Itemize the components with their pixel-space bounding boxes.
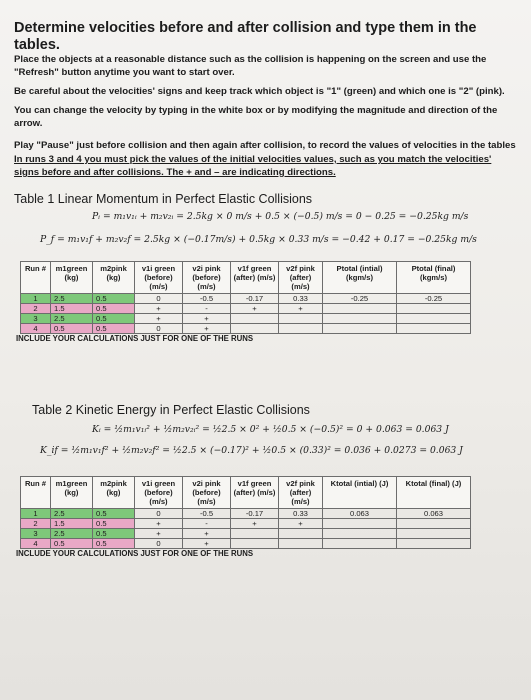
momentum-table bbox=[20, 261, 471, 334]
cell-v1f[interactable] bbox=[231, 529, 279, 539]
cell-k-final[interactable] bbox=[397, 519, 471, 529]
instruction-signs: Be careful about the velocities' signs and keep track which object is "1" (green) and which one is "2" (pink). bbox=[14, 86, 505, 98]
cell-run: 3 bbox=[21, 529, 51, 539]
header-m1: m1green (kg) bbox=[51, 477, 93, 509]
cell-p-final[interactable] bbox=[397, 303, 471, 313]
table1-momentum-initial-equation: Pᵢ = m₁v₁ᵢ + m₂v₂ᵢ = 2.5kg × 0 m/s + 0.5 × (−0.5) m/s = 0 − 0.25 = −0.25kg m/s bbox=[92, 210, 469, 222]
table1-calc-note: INCLUDE YOUR CALCULATIONS JUST FOR ONE OF THE RUNS bbox=[16, 333, 254, 343]
cell-v2f[interactable] bbox=[279, 539, 323, 549]
cell-run: 1 bbox=[21, 293, 51, 303]
cell-v1f[interactable] bbox=[231, 323, 279, 333]
header-v2i: v2i pink (before) (m/s) bbox=[183, 477, 231, 509]
cell-m1[interactable]: 0.5 bbox=[51, 323, 93, 333]
table2-title: Table 2 Kinetic Energy in Perfect Elastic Collisions bbox=[32, 403, 310, 418]
cell-m2[interactable]: 0.5 bbox=[93, 303, 135, 313]
header-v2i: v2i pink (before) (m/s) bbox=[183, 261, 231, 293]
cell-m1[interactable]: 0.5 bbox=[51, 539, 93, 549]
header-v1i: v1i green (before) (m/s) bbox=[135, 477, 183, 509]
cell-m1[interactable]: 2.5 bbox=[51, 313, 93, 323]
cell-v2f[interactable] bbox=[279, 323, 323, 333]
header-v1i: v1i green (before) (m/s) bbox=[135, 261, 183, 293]
cell-v1f[interactable]: + bbox=[231, 303, 279, 313]
table1-title: Table 1 Linear Momentum in Perfect Elastic Collisions bbox=[14, 191, 313, 206]
cell-v2f[interactable]: 0.33 bbox=[279, 293, 323, 303]
cell-v1i[interactable]: 0 bbox=[135, 539, 183, 549]
header-v2f: v2f pink (after) (m/s) bbox=[279, 261, 323, 293]
cell-p-initial[interactable] bbox=[323, 313, 397, 323]
header-p-final: Ptotal (final) (kgm/s) bbox=[397, 261, 471, 293]
cell-v2i[interactable]: - bbox=[183, 519, 231, 529]
cell-k-initial[interactable]: 0.063 bbox=[323, 509, 397, 519]
cell-m1[interactable]: 2.5 bbox=[51, 293, 93, 303]
table2-ke-final-equation: K_if = ½m₁v₁f² + ½m₂v₂f² = ½2.5 × (−0.17)² + ½0.5 × (0.33)² = 0.036 + 0.0273 = 0.063 J bbox=[40, 445, 463, 457]
cell-v1i[interactable]: + bbox=[135, 519, 183, 529]
instruction-velocity-input: You can change the velocity by typing in the white box or by modifying the magnitude and direction of the arrow. bbox=[14, 105, 498, 130]
cell-v2i[interactable]: -0.5 bbox=[183, 509, 231, 519]
header-v1f: v1f green (after) (m/s) bbox=[231, 261, 279, 293]
cell-v2f[interactable]: + bbox=[279, 519, 323, 529]
cell-k-final[interactable]: 0.063 bbox=[397, 509, 471, 519]
cell-v2f[interactable]: + bbox=[279, 303, 323, 313]
cell-v1f[interactable] bbox=[231, 313, 279, 323]
cell-p-final[interactable]: -0.25 bbox=[397, 293, 471, 303]
cell-v1i[interactable]: + bbox=[135, 313, 183, 323]
cell-v2f[interactable] bbox=[279, 313, 323, 323]
table-row bbox=[21, 529, 471, 539]
header-m2: m2pink (kg) bbox=[93, 261, 135, 293]
table-row bbox=[21, 323, 471, 333]
page-title: Determine velocities before and after collision and type them in the tables. bbox=[14, 20, 477, 53]
cell-m2[interactable]: 0.5 bbox=[93, 293, 135, 303]
cell-k-initial[interactable] bbox=[323, 539, 397, 549]
cell-v2i[interactable]: -0.5 bbox=[183, 293, 231, 303]
cell-p-initial[interactable] bbox=[323, 303, 397, 313]
table-row bbox=[21, 303, 471, 313]
cell-p-initial[interactable]: -0.25 bbox=[323, 293, 397, 303]
cell-k-initial[interactable] bbox=[323, 529, 397, 539]
table2-calc-note: INCLUDE YOUR CALCULATIONS JUST FOR ONE OF THE RUNS bbox=[16, 549, 254, 559]
cell-v2f[interactable] bbox=[279, 529, 323, 539]
table-header-row bbox=[21, 261, 471, 293]
cell-v2i[interactable]: + bbox=[183, 539, 231, 549]
cell-k-initial[interactable] bbox=[323, 519, 397, 529]
table-row bbox=[21, 519, 471, 529]
cell-v2i[interactable]: + bbox=[183, 529, 231, 539]
cell-v1f[interactable]: + bbox=[231, 519, 279, 529]
table-row bbox=[21, 293, 471, 303]
table-row bbox=[21, 313, 471, 323]
cell-v2i[interactable]: + bbox=[183, 323, 231, 333]
cell-v1f[interactable]: -0.17 bbox=[231, 509, 279, 519]
header-k-final: Ktotal (final) (J) bbox=[397, 477, 471, 509]
cell-m1[interactable]: 2.5 bbox=[51, 529, 93, 539]
cell-v1f[interactable] bbox=[231, 539, 279, 549]
header-m1: m1green (kg) bbox=[51, 261, 93, 293]
cell-m2[interactable]: 0.5 bbox=[93, 323, 135, 333]
cell-m2[interactable]: 0.5 bbox=[93, 313, 135, 323]
cell-run: 4 bbox=[21, 539, 51, 549]
cell-run: 2 bbox=[21, 519, 51, 529]
cell-m2[interactable]: 0.5 bbox=[93, 509, 135, 519]
cell-m1[interactable]: 1.5 bbox=[51, 303, 93, 313]
header-v1f: v1f green (after) (m/s) bbox=[231, 477, 279, 509]
table-row bbox=[21, 509, 471, 519]
cell-m2[interactable]: 0.5 bbox=[93, 529, 135, 539]
instruction-runs-3-4: In runs 3 and 4 you must pick the values of the initial velocities values, such as you match the velocities' signs before and after collisions. The + and – are indicating directions. bbox=[14, 153, 492, 178]
header-k-initial: Ktotal (intial) (J) bbox=[323, 477, 397, 509]
cell-m2[interactable]: 0.5 bbox=[93, 519, 135, 529]
cell-k-final[interactable] bbox=[397, 539, 471, 549]
instruction-pause: Play "Pause" just before collision and then again after collision, to record the values of velocities in the tables bbox=[14, 140, 516, 152]
instruction-placement: Place the objects at a reasonable distance such as the collision is happening on the screen and use the "Refresh" button anytime you want to start over. bbox=[14, 54, 487, 79]
cell-v2f[interactable]: 0.33 bbox=[279, 509, 323, 519]
cell-v1i[interactable]: + bbox=[135, 529, 183, 539]
cell-k-final[interactable] bbox=[397, 529, 471, 539]
cell-p-initial[interactable] bbox=[323, 323, 397, 333]
cell-v1i[interactable]: + bbox=[135, 303, 183, 313]
table-header-row bbox=[21, 477, 471, 509]
cell-p-final[interactable] bbox=[397, 323, 471, 333]
table-row bbox=[21, 539, 471, 549]
kinetic-energy-table bbox=[20, 476, 471, 549]
header-p-initial: Ptotal (intial) (kgm/s) bbox=[323, 261, 397, 293]
cell-v2i[interactable]: - bbox=[183, 303, 231, 313]
cell-run: 3 bbox=[21, 313, 51, 323]
cell-m1[interactable]: 2.5 bbox=[51, 509, 93, 519]
cell-m1[interactable]: 1.5 bbox=[51, 519, 93, 529]
cell-v1i[interactable]: 0 bbox=[135, 509, 183, 519]
table1-momentum-final-equation: P_f = m₁v₁f + m₂v₂f = 2.5kg × (−0.17m/s) + 0.5kg × 0.33 m/s = −0.42 + 0.17 = −0.25kg m/s bbox=[40, 233, 477, 245]
cell-v1f[interactable]: -0.17 bbox=[231, 293, 279, 303]
cell-v1i[interactable]: 0 bbox=[135, 323, 183, 333]
cell-m2[interactable]: 0.5 bbox=[93, 539, 135, 549]
cell-run: 2 bbox=[21, 303, 51, 313]
cell-v1i[interactable]: 0 bbox=[135, 293, 183, 303]
cell-v2i[interactable]: + bbox=[183, 313, 231, 323]
section-gap bbox=[14, 343, 517, 391]
cell-p-final[interactable] bbox=[397, 313, 471, 323]
header-run: Run # bbox=[21, 477, 51, 509]
cell-run: 1 bbox=[21, 509, 51, 519]
header-run: Run # bbox=[21, 261, 51, 293]
cell-run: 4 bbox=[21, 323, 51, 333]
header-v2f: v2f pink (after) (m/s) bbox=[279, 477, 323, 509]
table2-ke-initial-equation: Kᵢ = ½m₁v₁ᵢ² + ½m₂v₂ᵢ² = ½2.5 × 0² + ½0.5 × (−0.5)² = 0 + 0.063 = 0.063 J bbox=[92, 424, 449, 436]
header-m2: m2pink (kg) bbox=[93, 477, 135, 509]
